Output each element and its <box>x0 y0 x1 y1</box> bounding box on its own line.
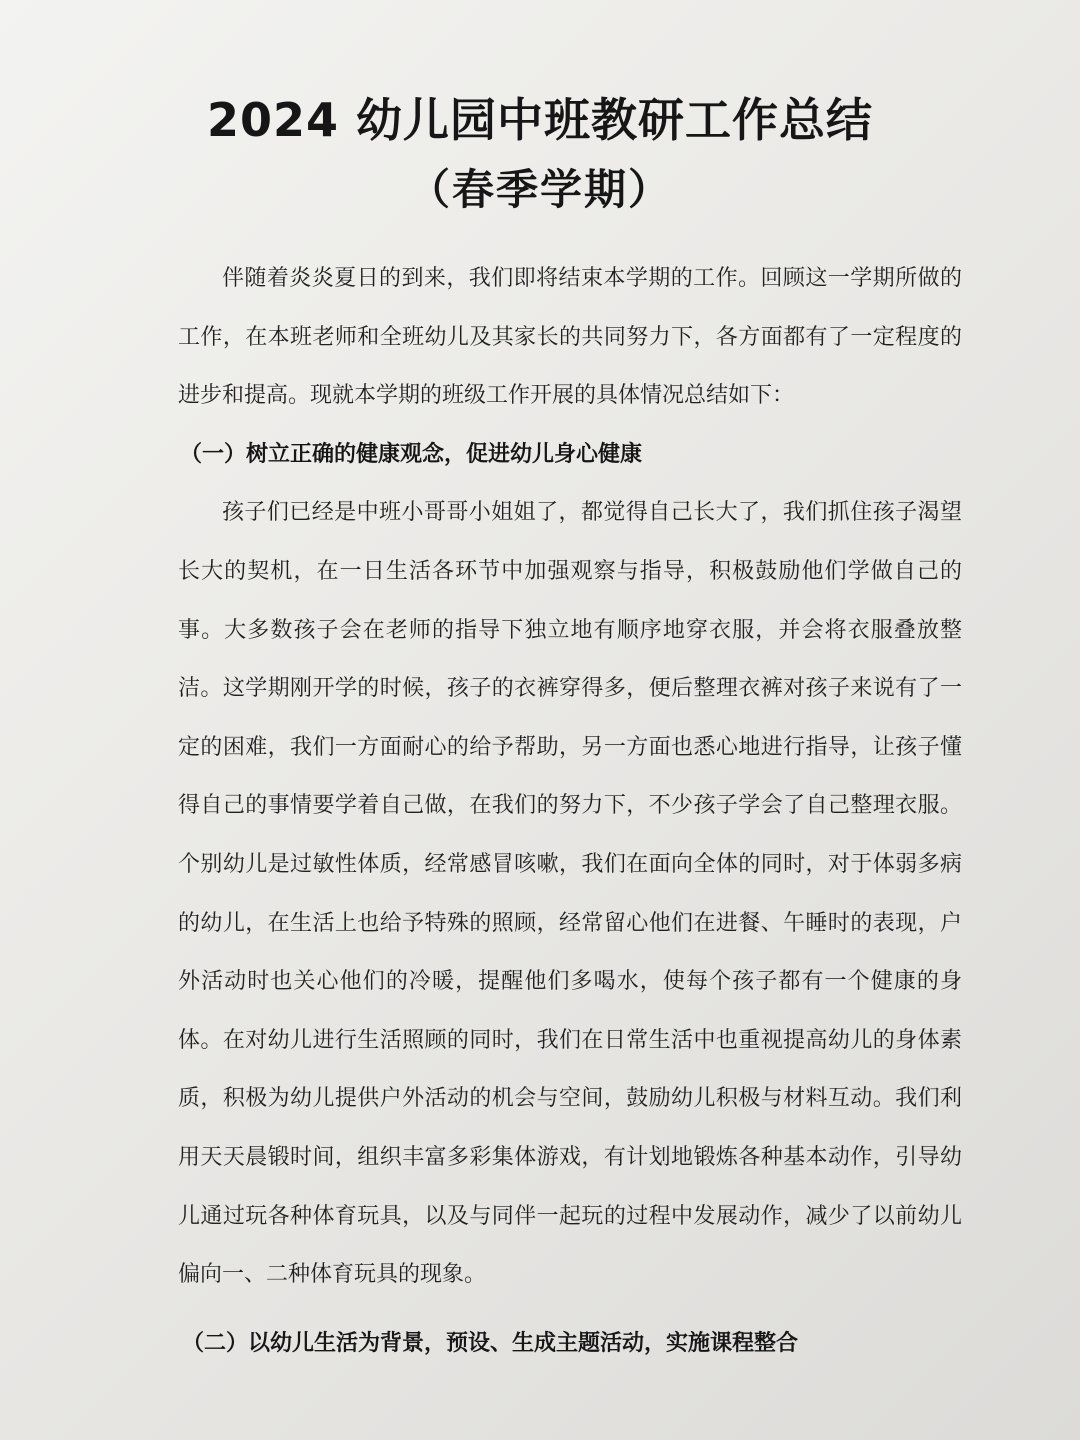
document-body <box>178 250 962 1373</box>
section-1-heading: （一）树立正确的健康观念，促进幼儿身心健康 <box>180 441 643 467</box>
document-subtitle: （春季学期） <box>407 165 672 214</box>
title-block <box>0 88 1080 222</box>
section-1-paragraph: 孩子们已经是中班小哥哥小姐姐了，都觉得自己长大了，我们抓住孩子渴望长大的契机，在一日生活各环节中加强观察与指导，积极鼓励他们学做自己的事。大多数孩子会在老师的指导下独立地有顺序地穿衣服，并会将衣服叠放整洁。这学期刚开学的时候，孩子的衣裤穿得多，便后整理衣裤对孩子来说有了一定的困难，我们一方面耐心的给予帮助，另一方面也悉心地进行指导，让孩子懂得自己的事情要学着自己做，在我们的努力下，不少孩子学会了自己整理衣服。个别幼儿是过敏性体质，经常感冒咳嗽，我们在面向全体的同时，对于体弱多病的幼儿，在生活上也给予特殊的照顾，经常留心他们在进餐、午睡时的表现，户外活动时也关心他们的冷暖，提醒他们多喝水，使每个孩子都有一个健康的身体。在对幼儿进行生活照顾的同时，我们在日常生活中也重视提高幼儿的身体素质，积极为幼儿提供户外活动的机会与空间，鼓励幼儿积极与材料互动。我们利用天天晨锻时间，组织丰富多彩集体游戏，有计划地锻炼各种基本动作，引导幼儿通过玩各种体育玩具，以及与同伴一起玩的过程中发展动作，减少了以前幼儿偏向一、二种体育玩具的现象。 <box>178 500 962 1288</box>
section-2-heading: （二）以幼儿生活为背景，预设、生成主题活动，实施课程整合 <box>182 1330 799 1356</box>
intro-paragraph: 伴随着炎炎夏日的到来，我们即将结束本学期的工作。回顾这一学期所做的工作，在本班老师和全班幼儿及其家长的共同努力下，各方面都有了一定程度的进步和提高。现就本学期的班级工作开展的具体情况总结如下： <box>178 266 962 409</box>
document-title: 2024 幼儿园中班教研工作总结 <box>206 93 874 147</box>
